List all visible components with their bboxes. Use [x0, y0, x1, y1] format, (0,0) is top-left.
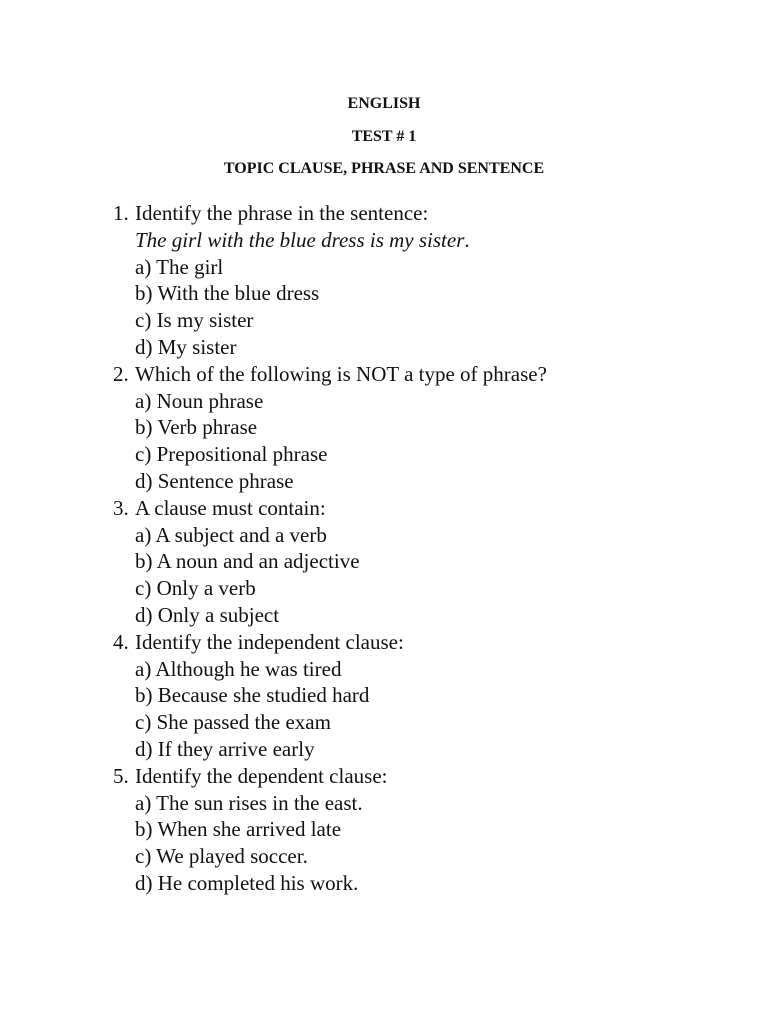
- test-number-title: TEST # 1: [351, 128, 417, 145]
- answer-option: c) Only a verb: [135, 576, 256, 601]
- question-stem: [113, 629, 547, 656]
- question-stem: [113, 200, 547, 227]
- question-item: [113, 629, 547, 763]
- question-number: 5.: [113, 763, 129, 788]
- question-number: 2.: [113, 361, 129, 386]
- question-number: 4.: [113, 629, 129, 654]
- answer-option: d) My sister: [135, 334, 237, 359]
- topic-title: TOPIC CLAUSE, PHRASE AND SENTENCE: [223, 160, 545, 177]
- answer-option: a) The sun rises in the east.: [135, 790, 363, 815]
- question-list: [113, 200, 547, 897]
- question-item: [113, 495, 547, 629]
- answer-option: b) When she arrived late: [135, 817, 342, 842]
- question-text: Which of the following is NOT a type of phrase?: [135, 361, 547, 386]
- question-text: Identify the phrase in the sentence:: [135, 201, 429, 225]
- answer-option: d) Only a subject: [135, 602, 280, 627]
- question-number: 3.: [113, 495, 129, 520]
- example-sentence-period: .: [464, 227, 470, 252]
- question-number: 1.: [113, 201, 129, 225]
- answer-option: b) Because she studied hard: [135, 683, 370, 708]
- answer-option: d) If they arrive early: [135, 736, 315, 761]
- answer-option: d) Sentence phrase: [135, 468, 294, 493]
- question-stem: [113, 495, 547, 522]
- answer-option: b) A noun and an adjective: [135, 549, 360, 574]
- answer-option: b) With the blue dress: [135, 281, 320, 306]
- question-text: Identify the independent clause:: [135, 629, 404, 654]
- question-text: A clause must contain:: [135, 495, 326, 520]
- question-item: [113, 361, 547, 495]
- answer-option: d) He completed his work.: [135, 870, 359, 895]
- question-stem: [113, 763, 547, 790]
- answer-option: c) She passed the exam: [135, 710, 331, 735]
- question-text: Identify the dependent clause:: [135, 763, 388, 788]
- question-item: [113, 200, 547, 361]
- answer-option: a) Although he was tired: [135, 656, 342, 681]
- question-item: [113, 763, 547, 897]
- answer-option: a) Noun phrase: [135, 388, 264, 413]
- example-sentence-text: The girl with the blue dress is my sister: [135, 227, 465, 252]
- answer-option: c) We played soccer.: [135, 844, 308, 869]
- example-sentence: [113, 227, 547, 254]
- answer-option: c) Prepositional phrase: [135, 442, 328, 467]
- question-stem: [113, 361, 547, 388]
- answer-option: b) Verb phrase: [135, 415, 258, 440]
- answer-option: c) Is my sister: [135, 308, 254, 333]
- document-subject-title: ENGLISH: [347, 95, 421, 112]
- answer-option: a) The girl: [135, 254, 224, 279]
- answer-option: a) A subject and a verb: [135, 522, 327, 547]
